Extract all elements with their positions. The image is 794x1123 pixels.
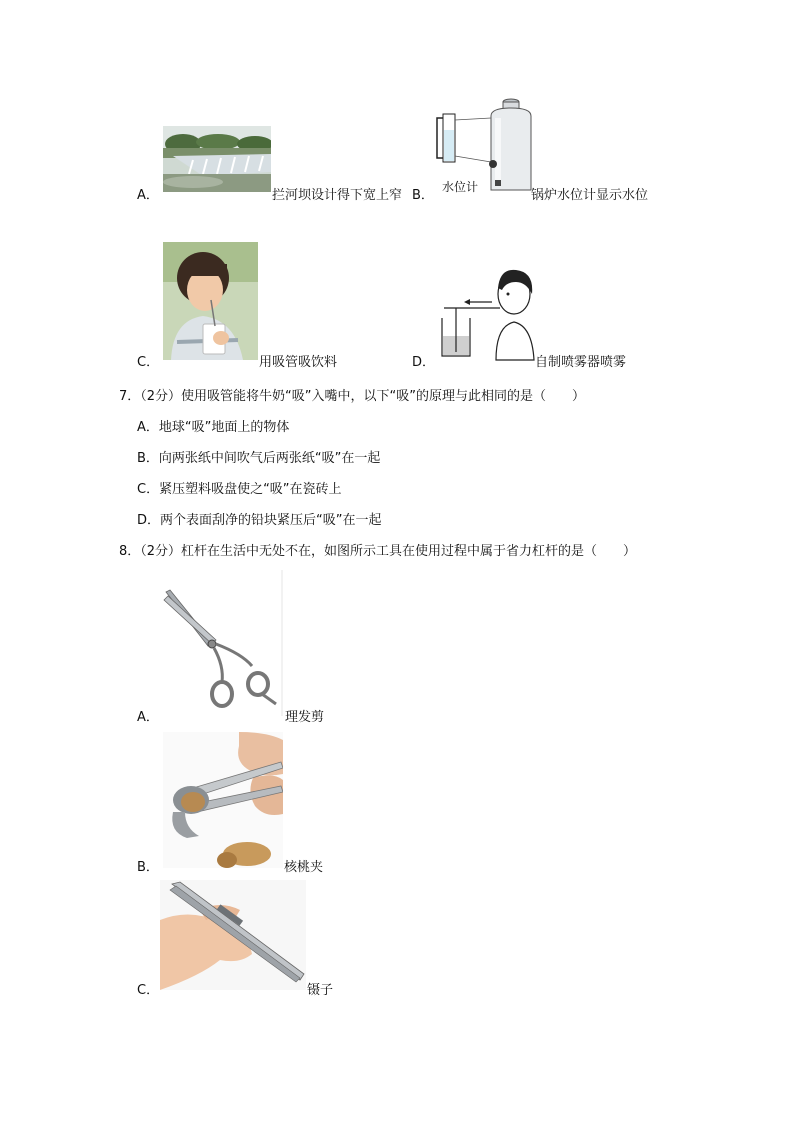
q7-option-b: B．向两张纸中间吹气后两张纸“吸”在一起 (137, 451, 381, 466)
caption-sprayer: 自制喷雾器喷雾 (535, 355, 627, 370)
caption-dam: 拦河坝设计得下宽上窄 (272, 188, 403, 203)
option-letter-a: A． (137, 188, 159, 203)
caption-straw: 用吸管吸饮料 (259, 355, 338, 370)
tweezers-photo (160, 880, 306, 990)
option-letter-c: C． (137, 355, 160, 370)
q8-option-letter-b: B． (137, 860, 159, 875)
question-8-stem: 8．（2分）杠杆在生活中无处不在，如图所示工具在使用过程中属于省力杠杆的是（ ） (119, 544, 637, 559)
water-gauge-label: 水位计 (442, 180, 479, 194)
option-letter-d: D． (412, 355, 436, 370)
q8-option-letter-a: A． (137, 710, 159, 725)
hair-scissors-photo (160, 570, 284, 716)
q7-option-a: A．地球“吸”地面上的物体 (137, 420, 290, 435)
question-7-stem: 7．（2分）使用吸管能将牛奶“吸”入嘴中，以下“吸”的原理与此相同的是（ ） (119, 389, 585, 404)
q7-option-d: D．两个表面刮净的铅块紧压后“吸”在一起 (137, 513, 382, 528)
caption-nutcracker: 核桃夹 (284, 860, 324, 875)
dam-photo (163, 126, 271, 192)
q7-option-c: C．紧压塑料吸盘使之“吸”在瓷砖上 (137, 482, 342, 497)
girl-straw-photo (163, 242, 258, 360)
option-letter-b: B． (412, 188, 434, 203)
caption-tweezers: 镊子 (307, 983, 334, 998)
caption-scissors: 理发剪 (285, 710, 325, 725)
q8-option-letter-c: C． (137, 983, 160, 998)
sprayer-diagram (436, 264, 536, 362)
caption-boiler: 锅炉水位计显示水位 (531, 188, 649, 203)
walnut-cracker-photo (163, 732, 283, 868)
